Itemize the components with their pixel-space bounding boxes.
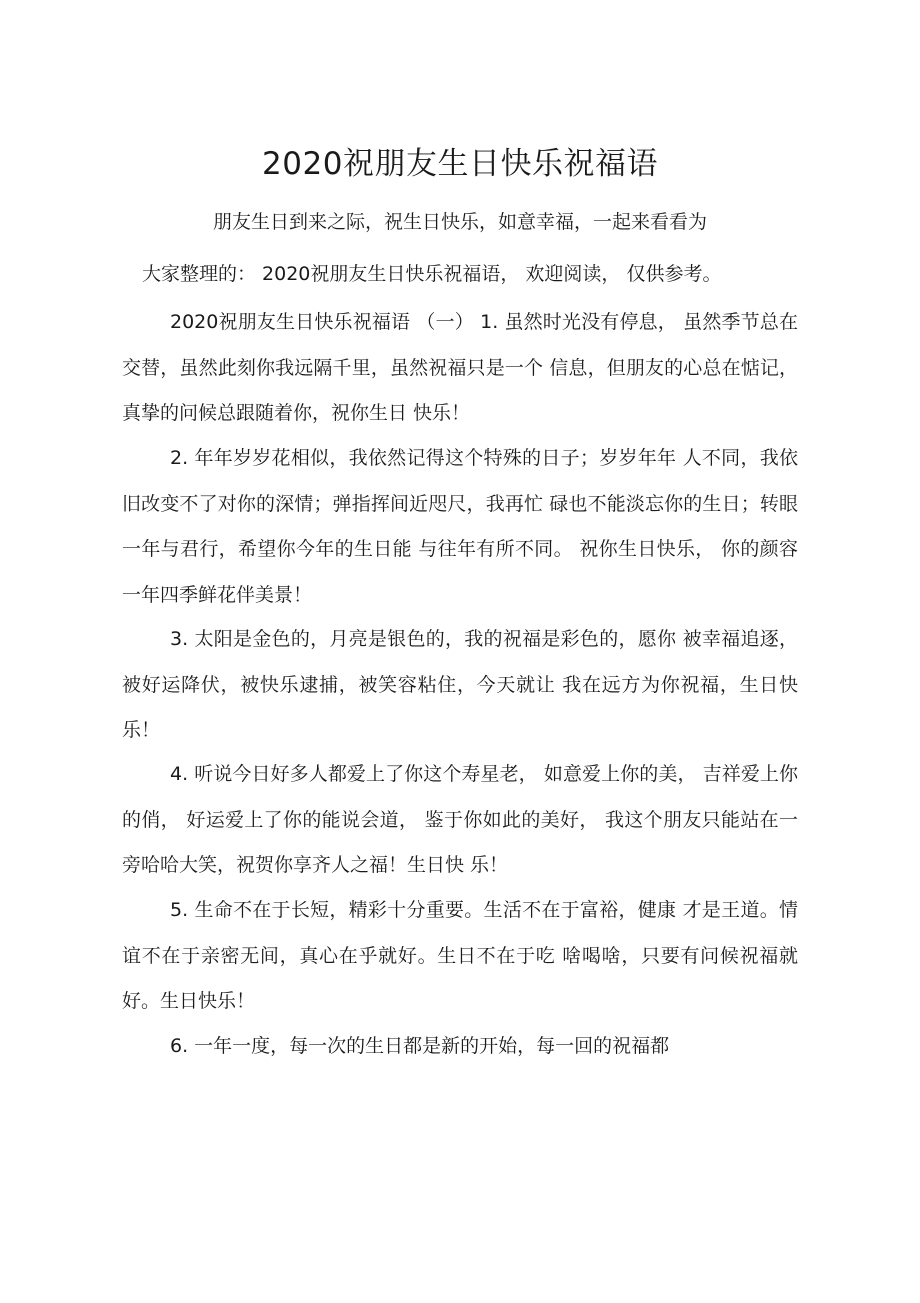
paragraph-6: 6. 一年一度，每一次的生日都是新的开始，每一回的祝福都 xyxy=(170,1035,670,1057)
document-title: 2020祝朋友生日快乐祝福语 xyxy=(262,146,658,182)
intro-line-1: 朋友生日到来之际，祝生日快乐，如意幸福，一起来看看为 xyxy=(212,211,707,233)
paragraph-2: 2. 年年岁岁花相似，我依然记得这个特殊的日子；岁岁年年 人不同，我依旧改变不了对你的深情；弹指挥间近咫尺，我再忙 碌也不能淡忘你的生日；转眼一年与君行，希望你今年的生日能 与往年有所不同。 祝你生日快乐， 你的颜容一年四季鲜花伴美景！ xyxy=(122,447,798,606)
paragraph-5: 5. 生命不在于长短，精彩十分重要。生活不在于富裕，健康 才是王道。情谊不在于亲密无间，真心在乎就好。生日不在于吃 啥喝啥，只要有问候祝福就好。生日快乐！ xyxy=(122,899,798,1012)
intro-line-2: 大家整理的： 2020祝朋友生日快乐祝福语， 欢迎阅读， 仅供参考。 xyxy=(142,263,722,285)
paragraph-1: 2020祝朋友生日快乐祝福语 （一） 1. 虽然时光没有停息， 虽然季节总在交替，虽然此刻你我远隔千里，虽然祝福只是一个 信息，但朋友的心总在惦记，真挚的问候总跟随着你，祝你生日 快乐！ xyxy=(122,311,798,424)
paragraph-4: 4. 听说今日好多人都爱上了你这个寿星老， 如意爱上你的美， 吉祥爱上你的俏， 好运爱上了你的能说会道， 鉴于你如此的美好， 我这个朋友只能站在一旁哈哈大笑，祝贺你享齐人之福！生日快 乐！ xyxy=(122,763,798,876)
paragraph-3: 3. 太阳是金色的，月亮是银色的，我的祝福是彩色的，愿你 被幸福追逐，被好运降伏，被快乐逮捕，被笑容粘住，今天就让 我在远方为你祝福，生日快乐！ xyxy=(122,628,798,741)
